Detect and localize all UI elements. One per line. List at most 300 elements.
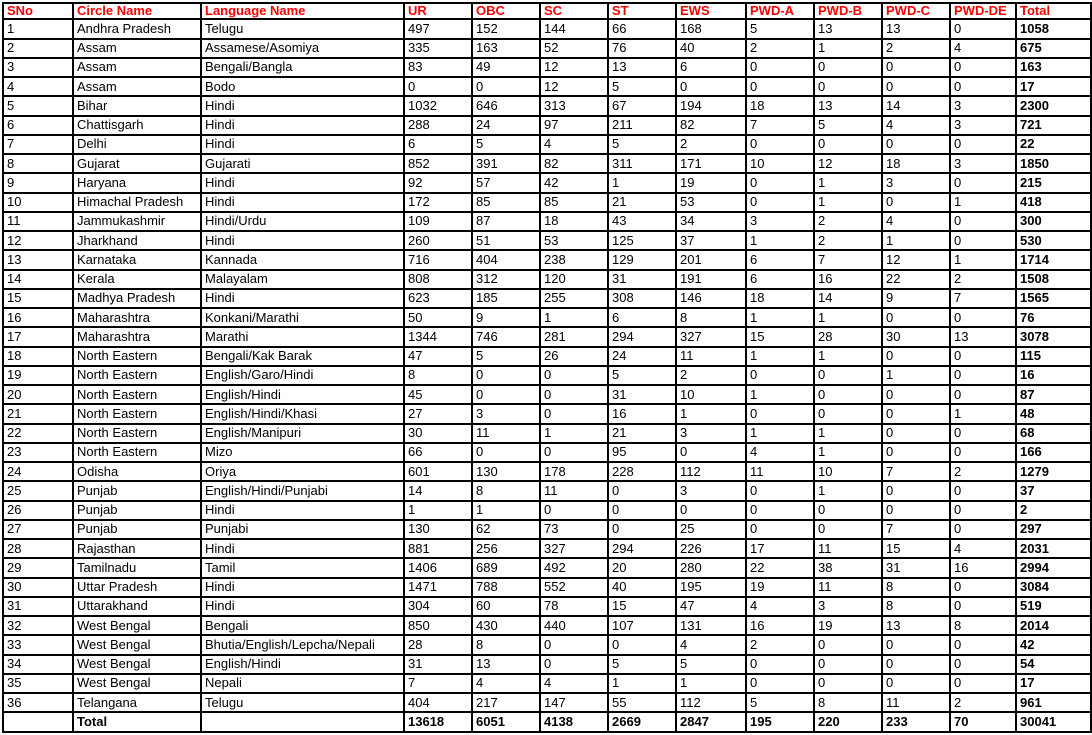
table-cell: 297 — [1016, 520, 1091, 539]
table-cell: 308 — [608, 289, 676, 308]
table-row — [3, 539, 1091, 558]
table-cell: 2 — [746, 635, 814, 654]
table-row — [3, 462, 1091, 481]
table-cell: Himachal Pradesh — [73, 193, 201, 212]
table-cell: 1279 — [1016, 462, 1091, 481]
table-row — [3, 578, 1091, 597]
table-cell: Assam — [73, 77, 201, 96]
table-cell: 0 — [404, 77, 472, 96]
table-cell: 675 — [1016, 39, 1091, 58]
table-cell: 8 — [950, 616, 1016, 635]
table-row — [3, 154, 1091, 173]
table-cell: 0 — [746, 193, 814, 212]
table-cell: 28 — [404, 635, 472, 654]
table-cell: 115 — [1016, 347, 1091, 366]
table-cell: 4 — [676, 635, 746, 654]
table-cell: 171 — [676, 154, 746, 173]
column-header-pwd-a: PWD-A — [746, 3, 814, 19]
table-cell: 3 — [950, 154, 1016, 173]
table-cell: 0 — [950, 655, 1016, 674]
table-row — [3, 19, 1091, 38]
table-cell: 18 — [882, 154, 950, 173]
table-cell: 7 — [3, 135, 73, 154]
table-cell: 3 — [472, 404, 540, 423]
table-cell: Hindi — [201, 173, 404, 192]
table-cell: Gujarat — [73, 154, 201, 173]
table-cell: 0 — [950, 19, 1016, 38]
table-cell: 7 — [814, 250, 882, 269]
table-cell: 1 — [746, 347, 814, 366]
table-cell: 23 — [3, 443, 73, 462]
table-cell: Bihar — [73, 96, 201, 115]
table-cell: 16 — [3, 308, 73, 327]
table-cell: Haryana — [73, 173, 201, 192]
table-cell: North Eastern — [73, 385, 201, 404]
table-cell: 0 — [746, 501, 814, 520]
table-cell: 5 — [746, 19, 814, 38]
table-cell: 1 — [950, 193, 1016, 212]
table-cell: 4138 — [540, 712, 608, 732]
table-cell: North Eastern — [73, 366, 201, 385]
table-cell: 0 — [950, 173, 1016, 192]
table-cell: 12 — [882, 250, 950, 269]
table-row — [3, 693, 1091, 712]
table-cell: 217 — [472, 693, 540, 712]
table-cell: 20 — [3, 385, 73, 404]
table-cell: 260 — [404, 231, 472, 250]
column-header-total: Total — [1016, 3, 1091, 19]
table-cell: 112 — [676, 462, 746, 481]
table-cell: 26 — [3, 501, 73, 520]
column-header-language-name: Language Name — [201, 3, 404, 19]
table-row — [3, 327, 1091, 346]
table-cell: Tamilnadu — [73, 558, 201, 577]
table-cell: 0 — [540, 501, 608, 520]
table-cell: 152 — [472, 19, 540, 38]
table-cell: 11 — [472, 424, 540, 443]
table-cell: 238 — [540, 250, 608, 269]
table-cell: 404 — [404, 693, 472, 712]
table-cell: 335 — [404, 39, 472, 58]
table-cell: 5 — [814, 116, 882, 135]
table-cell: 1 — [882, 231, 950, 250]
table-cell: 12 — [540, 77, 608, 96]
table-row — [3, 635, 1091, 654]
table-cell: 76 — [608, 39, 676, 58]
table-cell: 11 — [814, 578, 882, 597]
table-cell: 300 — [1016, 212, 1091, 231]
table-cell: 0 — [950, 385, 1016, 404]
table-cell: 5 — [608, 366, 676, 385]
table-cell: 11 — [540, 481, 608, 500]
table-cell: 4 — [950, 539, 1016, 558]
table-cell: 109 — [404, 212, 472, 231]
table-cell: 14 — [3, 270, 73, 289]
table-cell: 10 — [814, 462, 882, 481]
table-cell: West Bengal — [73, 674, 201, 693]
table-cell: Jharkhand — [73, 231, 201, 250]
table-cell: 2 — [882, 39, 950, 58]
table-cell: 37 — [1016, 481, 1091, 500]
table-cell: 9 — [472, 308, 540, 327]
table-cell: 27 — [3, 520, 73, 539]
table-cell: Tamil — [201, 558, 404, 577]
table-cell: 24 — [472, 116, 540, 135]
table-cell: 22 — [882, 270, 950, 289]
table-cell: 3 — [676, 481, 746, 500]
table-row — [3, 58, 1091, 77]
table-cell: 2014 — [1016, 616, 1091, 635]
table-cell: 185 — [472, 289, 540, 308]
table-cell: 53 — [540, 231, 608, 250]
table-cell: 3084 — [1016, 578, 1091, 597]
table-cell: 530 — [1016, 231, 1091, 250]
table-cell: Odisha — [73, 462, 201, 481]
table-cell: 16 — [950, 558, 1016, 577]
table-cell: 68 — [1016, 424, 1091, 443]
table-cell: Konkani/Marathi — [201, 308, 404, 327]
table-cell: North Eastern — [73, 424, 201, 443]
table-cell: 16 — [608, 404, 676, 423]
column-header-pwd-c: PWD-C — [882, 3, 950, 19]
table-cell: 92 — [404, 173, 472, 192]
table-cell: 8 — [3, 154, 73, 173]
table-cell: 2 — [814, 212, 882, 231]
table-cell: 1 — [746, 231, 814, 250]
table-cell: 0 — [882, 193, 950, 212]
table-cell: Assam — [73, 39, 201, 58]
table-cell: Uttar Pradesh — [73, 578, 201, 597]
column-header-sc: SC — [540, 3, 608, 19]
table-cell: 8 — [472, 635, 540, 654]
table-cell: 1 — [540, 308, 608, 327]
table-cell: 1 — [676, 674, 746, 693]
table-cell: 24 — [3, 462, 73, 481]
table-cell: 70 — [950, 712, 1016, 732]
table-cell: 18 — [3, 347, 73, 366]
table-cell: 13 — [608, 58, 676, 77]
table-cell: 211 — [608, 116, 676, 135]
table-row — [3, 173, 1091, 192]
table-cell: 0 — [950, 212, 1016, 231]
table-cell: 716 — [404, 250, 472, 269]
column-header-pwd-b: PWD-B — [814, 3, 882, 19]
table-cell: 0 — [814, 635, 882, 654]
table-cell: 7 — [882, 462, 950, 481]
table-cell: 0 — [950, 443, 1016, 462]
table-row — [3, 404, 1091, 423]
table-cell: 20 — [608, 558, 676, 577]
table-cell: 8 — [814, 693, 882, 712]
table-cell: North Eastern — [73, 347, 201, 366]
table-cell: 130 — [472, 462, 540, 481]
table-cell: 47 — [404, 347, 472, 366]
table-cell: 226 — [676, 539, 746, 558]
table-cell: 288 — [404, 116, 472, 135]
table-cell: 21 — [3, 404, 73, 423]
table-cell: 0 — [814, 674, 882, 693]
table-cell: 220 — [814, 712, 882, 732]
table-cell: 0 — [882, 308, 950, 327]
table-cell: 1 — [814, 39, 882, 58]
table-cell: Hindi — [201, 501, 404, 520]
table-cell: 0 — [746, 520, 814, 539]
table-cell: 0 — [608, 501, 676, 520]
table-cell: 2 — [3, 39, 73, 58]
table-cell: 8 — [472, 481, 540, 500]
table-cell: 31 — [608, 270, 676, 289]
table-cell: 28 — [3, 539, 73, 558]
table-cell: English/Manipuri — [201, 424, 404, 443]
table-cell: 22 — [746, 558, 814, 577]
table-cell: 228 — [608, 462, 676, 481]
table-cell: 129 — [608, 250, 676, 269]
table-cell: 8 — [404, 366, 472, 385]
table-cell: 30 — [882, 327, 950, 346]
table-cell: 17 — [1016, 674, 1091, 693]
table-cell: Hindi/Urdu — [201, 212, 404, 231]
table-cell: 0 — [814, 366, 882, 385]
table-cell: 147 — [540, 693, 608, 712]
table-cell: 4 — [472, 674, 540, 693]
table-cell: 0 — [814, 501, 882, 520]
table-cell: 57 — [472, 173, 540, 192]
table-row — [3, 39, 1091, 58]
table-cell: 130 — [404, 520, 472, 539]
table-cell: 15 — [3, 289, 73, 308]
table-cell: 0 — [882, 424, 950, 443]
table-cell: 0 — [950, 231, 1016, 250]
table-cell: 1 — [608, 674, 676, 693]
table-cell: 3078 — [1016, 327, 1091, 346]
table-cell: 0 — [472, 366, 540, 385]
table-cell: 34 — [676, 212, 746, 231]
table-cell: 45 — [404, 385, 472, 404]
table-cell: 313 — [540, 96, 608, 115]
table-cell: 0 — [882, 655, 950, 674]
table-cell: 13618 — [404, 712, 472, 732]
table-cell: 0 — [746, 404, 814, 423]
table-cell: 6 — [746, 250, 814, 269]
table-cell: Hindi — [201, 539, 404, 558]
table-cell: 2 — [950, 270, 1016, 289]
table-cell: 601 — [404, 462, 472, 481]
table-cell: 1508 — [1016, 270, 1091, 289]
table-cell: 0 — [814, 655, 882, 674]
table-cell: 10 — [3, 193, 73, 212]
table-cell: 1 — [746, 385, 814, 404]
table-cell: 25 — [3, 481, 73, 500]
table-cell: Total — [73, 712, 201, 732]
table-cell: 50 — [404, 308, 472, 327]
table-cell: 5 — [472, 135, 540, 154]
table-cell: Punjab — [73, 481, 201, 500]
table-cell: 22 — [3, 424, 73, 443]
table-cell: 418 — [1016, 193, 1091, 212]
table-cell: Punjab — [73, 520, 201, 539]
table-cell: 17 — [746, 539, 814, 558]
table-cell: 4 — [746, 443, 814, 462]
table-cell: 0 — [676, 77, 746, 96]
table-cell: 2847 — [676, 712, 746, 732]
table-cell: Malayalam — [201, 270, 404, 289]
table-cell: 294 — [608, 539, 676, 558]
table-cell: 1 — [676, 404, 746, 423]
table-cell: Maharashtra — [73, 327, 201, 346]
table-cell: Bengali/Kak Barak — [201, 347, 404, 366]
table-cell: 49 — [472, 58, 540, 77]
table-cell: 327 — [676, 327, 746, 346]
table-cell: 1 — [540, 424, 608, 443]
table-cell: 721 — [1016, 116, 1091, 135]
table-cell: 16 — [746, 616, 814, 635]
table-cell: 0 — [746, 77, 814, 96]
table-cell: 194 — [676, 96, 746, 115]
table-cell: 14 — [814, 289, 882, 308]
table-cell: 38 — [814, 558, 882, 577]
table-cell: 6051 — [472, 712, 540, 732]
table-cell: 281 — [540, 327, 608, 346]
table-cell: 0 — [746, 58, 814, 77]
table-cell: 1032 — [404, 96, 472, 115]
table-cell: Chattisgarh — [73, 116, 201, 135]
table-cell: Mizo — [201, 443, 404, 462]
table-cell: 1 — [472, 501, 540, 520]
table-cell: 18 — [746, 289, 814, 308]
table-cell: 0 — [746, 366, 814, 385]
table-cell: 0 — [950, 77, 1016, 96]
table-row — [3, 77, 1091, 96]
table-cell: 14 — [404, 481, 472, 500]
table-cell: 215 — [1016, 173, 1091, 192]
table-cell: 27 — [404, 404, 472, 423]
table-cell: 163 — [472, 39, 540, 58]
table-cell: 311 — [608, 154, 676, 173]
table-cell: 3 — [814, 597, 882, 616]
table-cell: 15 — [882, 539, 950, 558]
table-cell: Hindi — [201, 96, 404, 115]
table-cell: 62 — [472, 520, 540, 539]
table-row — [3, 231, 1091, 250]
table-cell: 11 — [882, 693, 950, 712]
table-cell: 0 — [472, 385, 540, 404]
table-cell: 3 — [3, 58, 73, 77]
table-cell: 17 — [3, 327, 73, 346]
table-cell: 19 — [676, 173, 746, 192]
table-cell: 0 — [472, 77, 540, 96]
table-cell: 9 — [882, 289, 950, 308]
table-cell: Punjab — [73, 501, 201, 520]
table-cell: Kannada — [201, 250, 404, 269]
table-cell: 15 — [608, 597, 676, 616]
table-cell: 0 — [814, 77, 882, 96]
table-cell: 66 — [608, 19, 676, 38]
table-cell: 144 — [540, 19, 608, 38]
table-cell: Karnataka — [73, 250, 201, 269]
header-row — [3, 3, 1091, 19]
table-cell: Hindi — [201, 116, 404, 135]
table-cell: 0 — [608, 520, 676, 539]
table-cell: 178 — [540, 462, 608, 481]
table-cell: 0 — [950, 481, 1016, 500]
table-cell: Assam — [73, 58, 201, 77]
column-header-pwd-de: PWD-DE — [950, 3, 1016, 19]
table-cell: 4 — [3, 77, 73, 96]
table-cell: English/Garo/Hindi — [201, 366, 404, 385]
table-cell: Madhya Pradesh — [73, 289, 201, 308]
table-cell: 788 — [472, 578, 540, 597]
table-row — [3, 558, 1091, 577]
table-cell: 1 — [608, 173, 676, 192]
table-cell: English/Hindi/Khasi — [201, 404, 404, 423]
vacancy-table — [2, 2, 1092, 733]
table-cell: 15 — [746, 327, 814, 346]
table-cell: 0 — [814, 135, 882, 154]
table-cell: 1344 — [404, 327, 472, 346]
table-cell: 78 — [540, 597, 608, 616]
table-row — [3, 366, 1091, 385]
table-cell: 808 — [404, 270, 472, 289]
table-cell: 646 — [472, 96, 540, 115]
table-cell: 881 — [404, 539, 472, 558]
table-cell: 35 — [3, 674, 73, 693]
table-row — [3, 597, 1091, 616]
table-row — [3, 270, 1091, 289]
table-row — [3, 96, 1091, 115]
table-cell: 0 — [882, 674, 950, 693]
table-cell: Rajasthan — [73, 539, 201, 558]
table-cell: 21 — [608, 424, 676, 443]
table-cell: West Bengal — [73, 655, 201, 674]
table-cell: 30 — [404, 424, 472, 443]
table-cell: 280 — [676, 558, 746, 577]
table-cell: 12 — [3, 231, 73, 250]
table-cell: Gujarati — [201, 154, 404, 173]
table-cell: 1 — [814, 347, 882, 366]
table-cell: 12 — [814, 154, 882, 173]
table-cell: 1 — [814, 193, 882, 212]
table-row — [3, 443, 1091, 462]
table-cell — [3, 712, 73, 732]
column-header-circle-name: Circle Name — [73, 3, 201, 19]
table-cell: 233 — [882, 712, 950, 732]
column-header-obc: OBC — [472, 3, 540, 19]
table-cell: 19 — [814, 616, 882, 635]
table-cell: 5 — [676, 655, 746, 674]
table-cell: 11 — [3, 212, 73, 231]
table-cell: 7 — [882, 520, 950, 539]
table-cell: 4 — [746, 597, 814, 616]
table-cell: 21 — [608, 193, 676, 212]
table-cell: 85 — [472, 193, 540, 212]
table-cell: 163 — [1016, 58, 1091, 77]
table-cell: 1565 — [1016, 289, 1091, 308]
table-cell: 440 — [540, 616, 608, 635]
table-cell: 32 — [3, 616, 73, 635]
table-cell: 2 — [676, 366, 746, 385]
table-cell: 13 — [882, 616, 950, 635]
table-cell: 5 — [3, 96, 73, 115]
table-cell: 120 — [540, 270, 608, 289]
table-cell: 166 — [1016, 443, 1091, 462]
table-cell: 31 — [882, 558, 950, 577]
table-cell: 4 — [950, 39, 1016, 58]
table-cell: 0 — [814, 385, 882, 404]
table-cell: Hindi — [201, 193, 404, 212]
table-cell: Uttarakhand — [73, 597, 201, 616]
table-cell: 16 — [814, 270, 882, 289]
table-cell: 13 — [472, 655, 540, 674]
